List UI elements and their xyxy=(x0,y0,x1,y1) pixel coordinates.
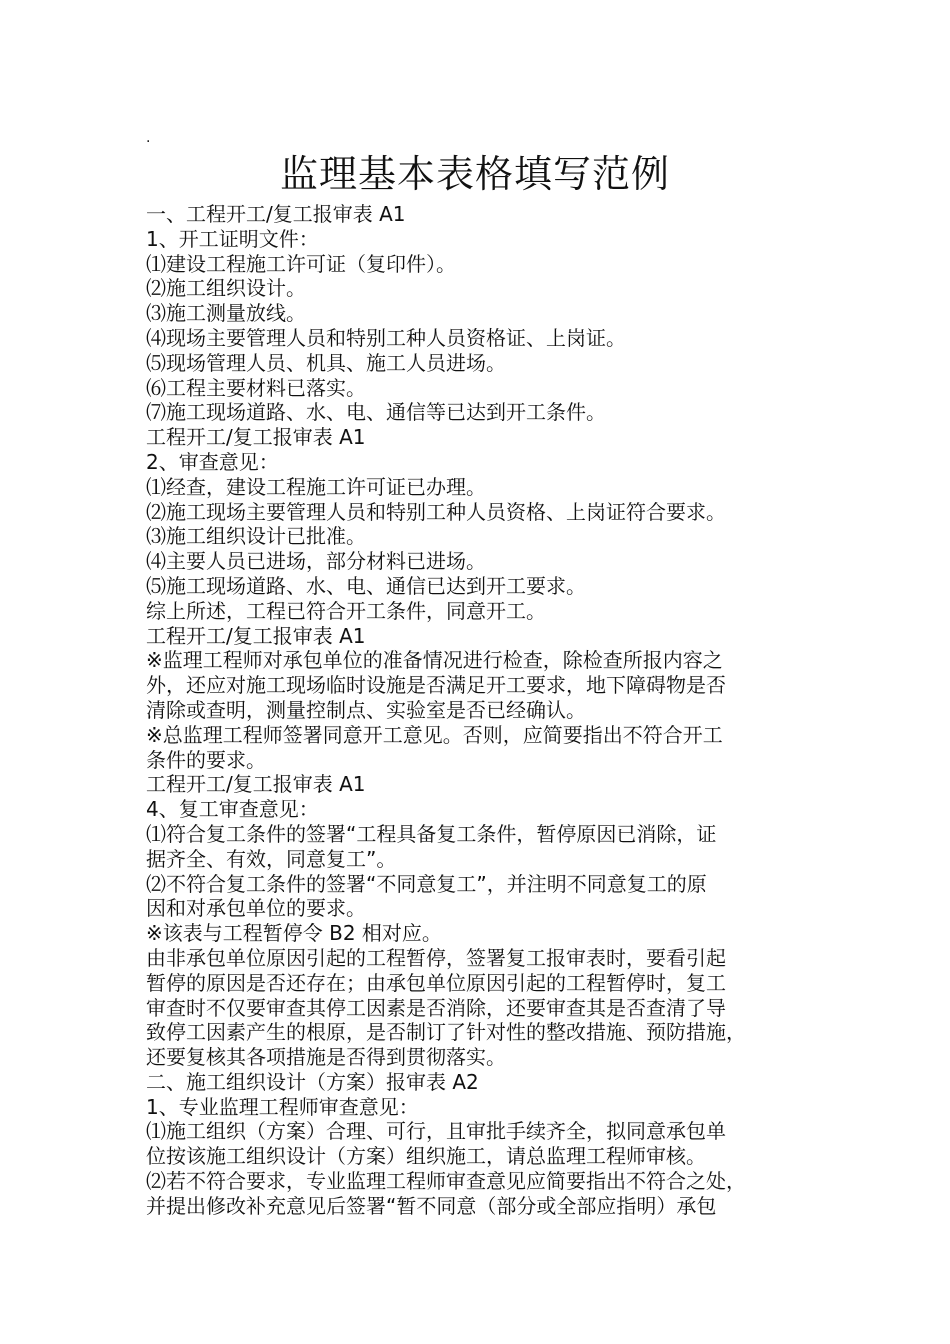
text-line: ⑶施工测量放线。 xyxy=(146,301,306,326)
document-title: 监理基本表格填写范例 xyxy=(279,152,670,196)
text-line: 据齐全、有效，同意复工”。 xyxy=(146,846,397,871)
text-line: ※总监理工程师签署同意开工意见。否则，应简要指出不符合开工 xyxy=(146,722,723,747)
top-mark: . xyxy=(146,130,151,146)
text-line: ⑵若不符合要求，专业监理工程师审查意见应简要指出不符合之处， xyxy=(146,1169,746,1194)
text-line: 外，还应对施工现场临时设施是否满足开工要求，地下障碍物是否 xyxy=(146,673,726,698)
text-line: 并提出修改补充意见后签署“暂不同意（部分或全部应指明）承包 xyxy=(146,1193,717,1218)
text-line: 清除或查明，测量控制点、实验室是否已经确认。 xyxy=(146,697,586,722)
text-line: 二、施工组织设计（方案）报审表 A2 xyxy=(146,1069,479,1094)
text-line: 综上所述，工程已符合开工条件，同意开工。 xyxy=(146,598,546,623)
text-line: 工程开工/复工报审表 A1 xyxy=(146,425,366,450)
text-line: ⑵施工现场主要管理人员和特别工种人员资格、上岗证符合要求。 xyxy=(146,499,726,524)
text-line: 审查时不仅要审查其停工因素是否消除，还要审查其是否查清了导 xyxy=(146,995,726,1020)
text-line: ⑺施工现场道路、水、电、通信等已达到开工条件。 xyxy=(146,400,606,425)
document-body xyxy=(146,202,826,1219)
text-line: 条件的要求。 xyxy=(146,747,266,772)
text-line: ※监理工程师对承包单位的准备情况进行检查，除检查所报内容之 xyxy=(146,648,723,673)
text-line: 2、审查意见： xyxy=(146,449,279,474)
text-line: 4、复工审查意见： xyxy=(146,797,319,822)
text-line: ⑷主要人员已进场，部分材料已进场。 xyxy=(146,549,486,574)
text-line: ⑴建设工程施工许可证（复印件）。 xyxy=(146,251,456,276)
text-line: ⑴经查，建设工程施工许可证已办理。 xyxy=(146,474,486,499)
text-line: 暂停的原因是否还存在；由承包单位原因引起的工程暂停时，复工 xyxy=(146,970,726,995)
text-line: 还要复核其各项措施是否得到贯彻落实。 xyxy=(146,1045,506,1070)
text-line: 致停工因素产生的根原，是否制订了针对性的整改措施、预防措施， xyxy=(146,1020,746,1045)
text-line: ⑴施工组织（方案）合理、可行，且审批手续齐全，拟同意承包单 xyxy=(146,1119,726,1144)
text-line: ⑴符合复工条件的签署“工程具备复工条件，暂停原因已消除，证 xyxy=(146,821,717,846)
text-line: ⑷现场主要管理人员和特别工种人员资格证、上岗证。 xyxy=(146,325,626,350)
text-line: 工程开工/复工报审表 A1 xyxy=(146,623,366,648)
text-line: 由非承包单位原因引起的工程暂停，签署复工报审表时，要看引起 xyxy=(146,945,726,970)
text-line: ⑹工程主要材料已落实。 xyxy=(146,375,366,400)
text-line: 位按该施工组织设计（方案）组织施工，请总监理工程师审核。 xyxy=(146,1144,706,1169)
text-line: 1、开工证明文件： xyxy=(146,226,319,251)
text-line: 1、专业监理工程师审查意见： xyxy=(146,1094,419,1119)
text-line: 因和对承包单位的要求。 xyxy=(146,896,366,921)
text-line: ⑶施工组织设计已批准。 xyxy=(146,524,366,549)
text-line: ⑸现场管理人员、机具、施工人员进场。 xyxy=(146,350,506,375)
text-line: ⑸施工现场道路、水、电、通信已达到开工要求。 xyxy=(146,573,586,598)
text-line: 工程开工/复工报审表 A1 xyxy=(146,772,366,797)
text-line: ⑵不符合复工条件的签署“不同意复工”，并注明不同意复工的原 xyxy=(146,871,707,896)
text-line: ⑵施工组织设计。 xyxy=(146,276,306,301)
text-line: ※该表与工程暂停令 B2 相对应。 xyxy=(146,921,442,946)
text-line: 一、工程开工/复工报审表 A1 xyxy=(146,202,406,226)
